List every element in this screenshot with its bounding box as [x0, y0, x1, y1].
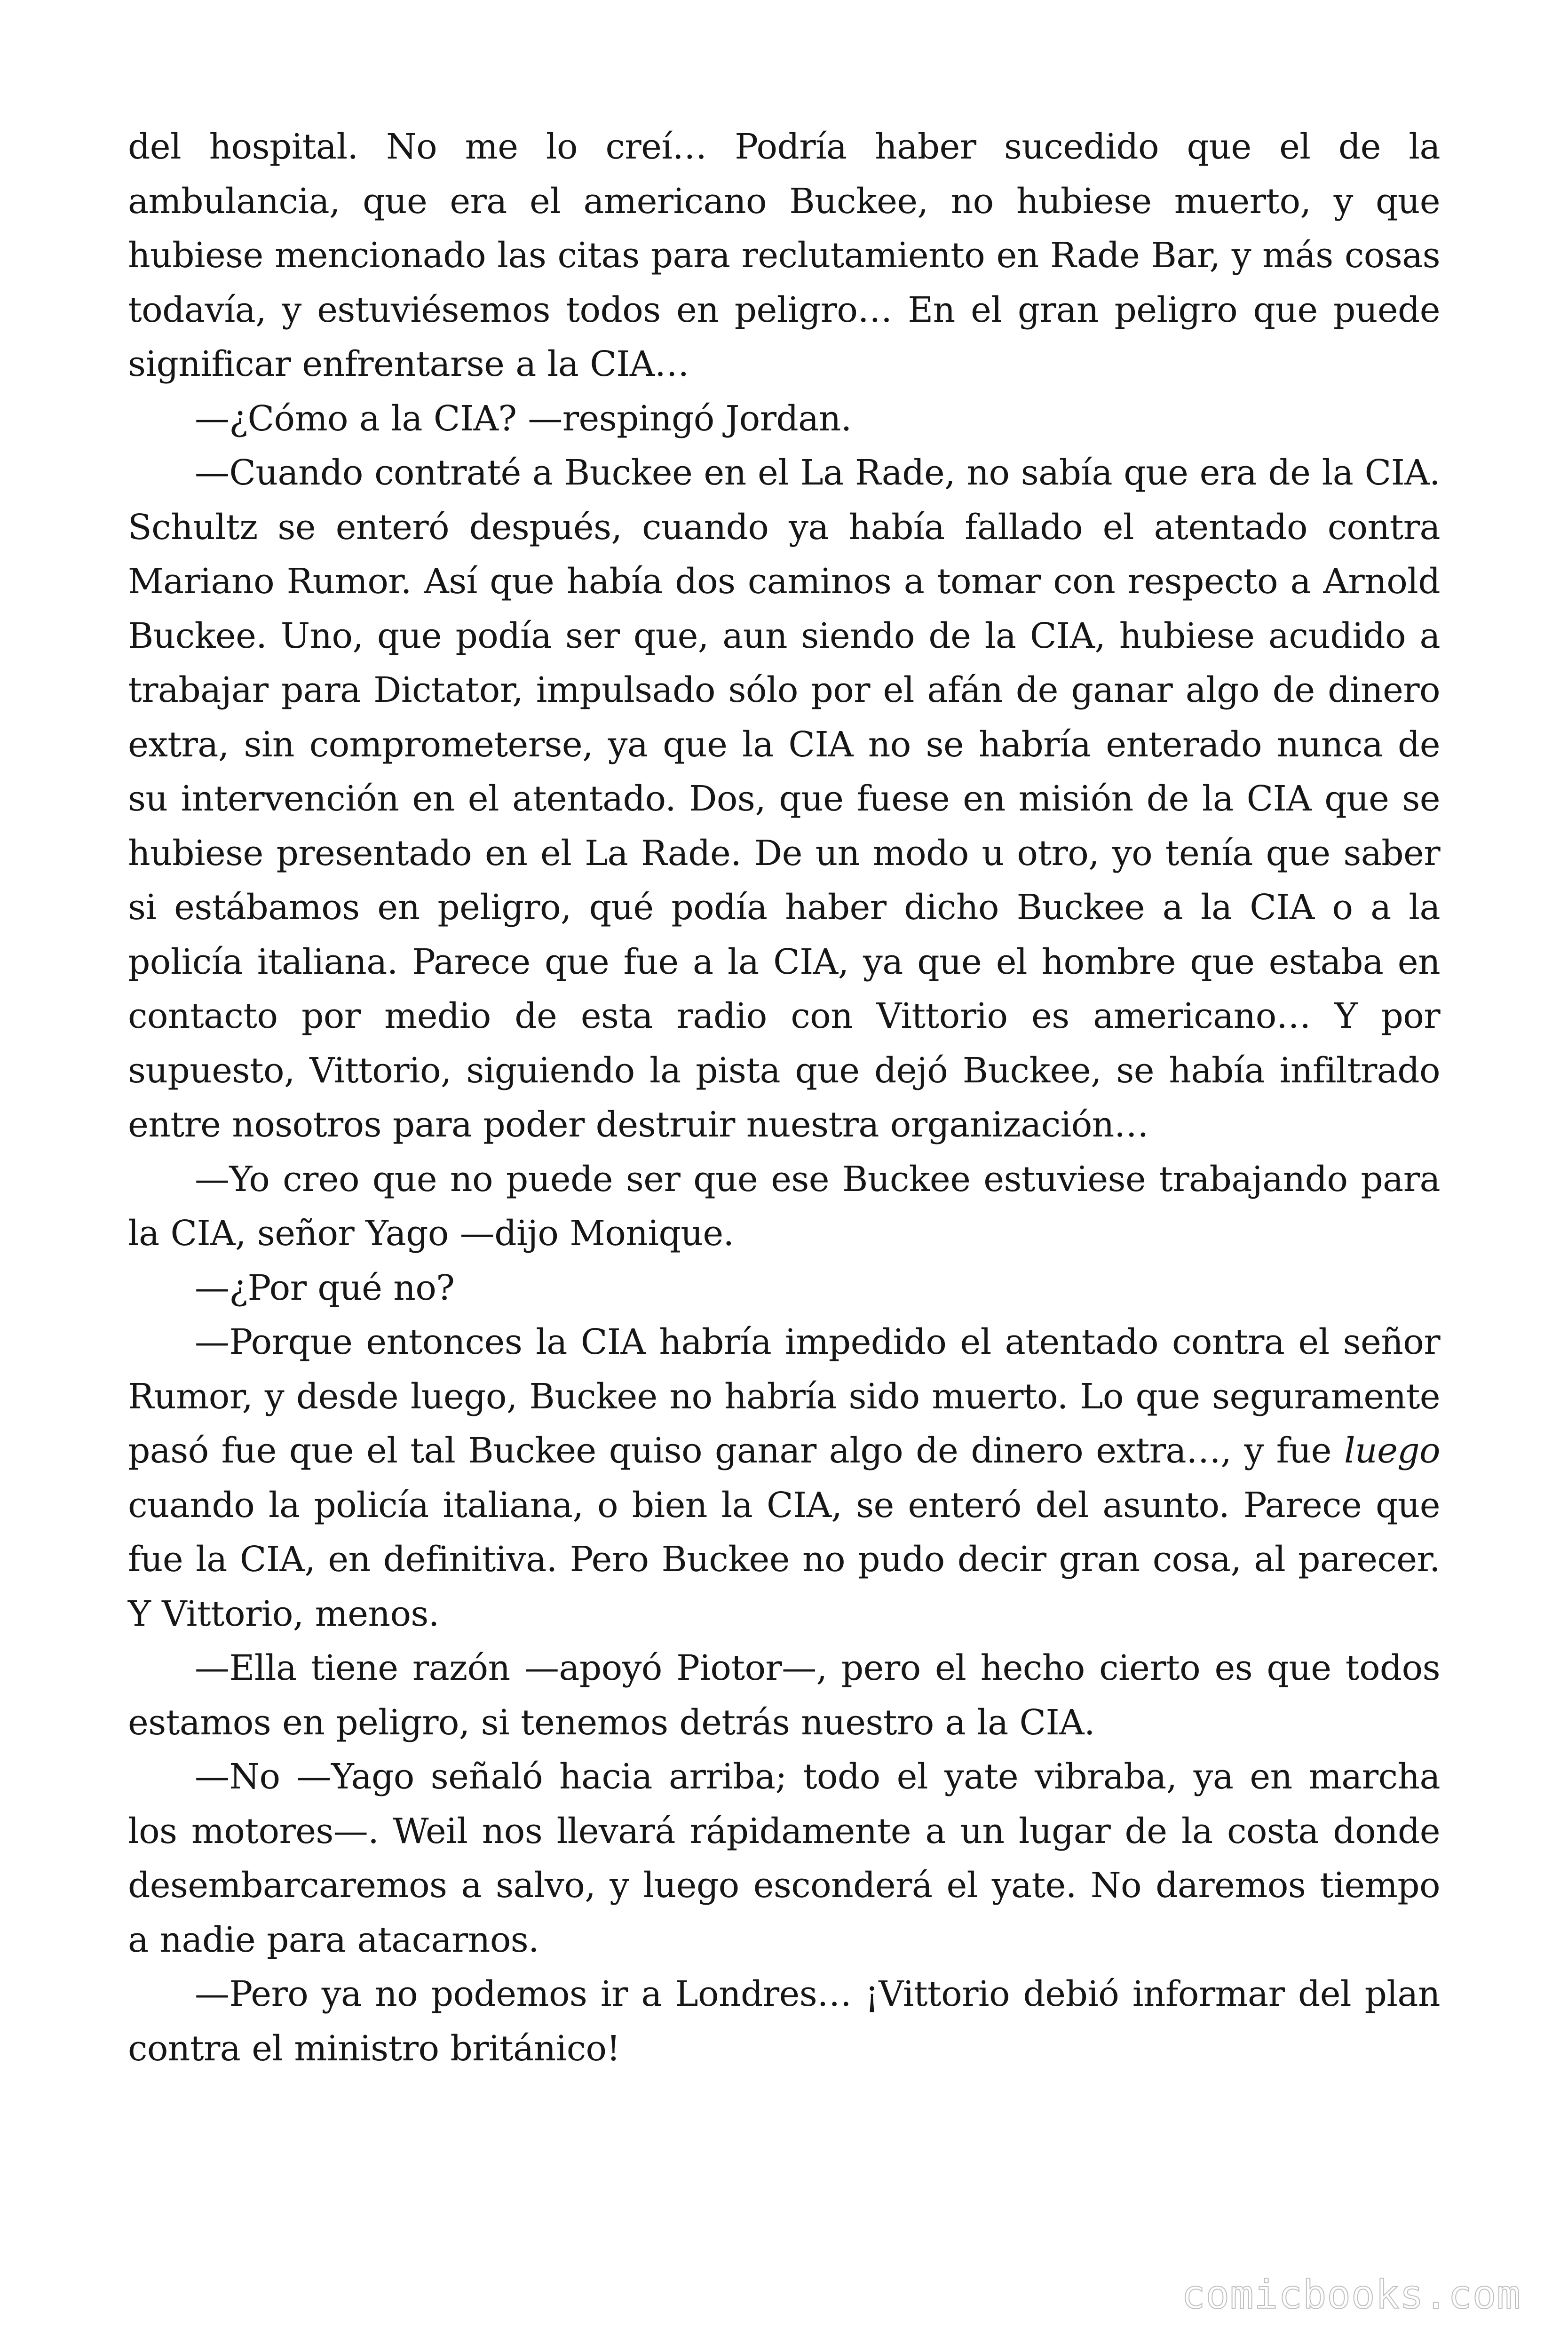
- paragraph-1: del hospital. No me lo creí… Podría haber sucedido que el de la ambulancia, que era el americano Buckee, no hubiese muerto, y que hubiese mencionado las citas para reclutamiento en Rade Bar, y más cosas todavía, y estuviésemos todos en peligro… En el gran peligro que puede significar enfrentarse a la CIA…: [128, 127, 1440, 384]
- italic-word: luego: [1344, 1430, 1440, 1471]
- paragraph-6: [128, 1315, 1440, 1641]
- paragraph-2: —¿Cómo a la CIA? —respingó Jordan.: [195, 398, 852, 439]
- body-text: [128, 120, 1440, 2076]
- paragraph-8: —No —Yago señaló hacia arriba; todo el yate vibraba, ya en marcha los motores—. Weil nos llevará rápidamente a un lugar de la costa donde desembarcaremos a salvo, y luego esconderá el yate. No daremos tiempo a nadie para atacarnos.: [128, 1756, 1440, 1960]
- paragraph-6-before: —Porque entonces la CIA habría impedido el atentado contra el señor Rumor, y desde luego, Buckee no habría sido muerto. Lo que seguramente pasó fue que el tal Buckee quiso ganar algo de dinero extra…, y fue: [128, 1322, 1440, 1471]
- watermark-logo: comicbooks.com: [1181, 2272, 1521, 2318]
- paragraph-3: —Cuando contraté a Buckee en el La Rade, no sabía que era de la CIA. Schultz se enteró después, cuando ya había fallado el atentado contra Mariano Rumor. Así que había dos caminos a tomar con respecto a Arnold Buckee. Uno, que podía ser que, aun siendo de la CIA, hubiese acudido a trabajar para Dictator, impulsado sólo por el afán de ganar algo de dinero extra, sin comprometerse, ya que la CIA no se habría enterado nunca de su intervención en el atentado. Dos, que fuese en misión de la CIA que se hubiese presentado en el La Rade. De un modo u otro, yo tenía que saber si estábamos en peligro, qué podía haber dicho Buckee a la CIA o a la policía italiana. Parece que fue a la CIA, ya que el hombre que estaba en contacto por medio de esta radio con Vittorio es americano… Y por supuesto, Vittorio, siguiendo la pista que dejó Buckee, se había infiltrado entre nosotros para poder destruir nuestra organización…: [128, 453, 1440, 1145]
- paragraph-5: —¿Por qué no?: [195, 1267, 455, 1308]
- paragraph-4: —Yo creo que no puede ser que ese Buckee estuviese trabajando para la CIA, señor Yago —dijo Monique.: [128, 1159, 1440, 1254]
- paragraph-9: —Pero ya no podemos ir a Londres… ¡Vittorio debió informar del plan contra el ministro británico!: [128, 1974, 1440, 2069]
- paragraph-6-after: cuando la policía italiana, o bien la CIA, se enteró del asunto. Parece que fue la CIA, en definitiva. Pero Buckee no pudo decir gran cosa, al parecer. Y Vittorio, menos.: [128, 1485, 1440, 1634]
- paragraph-7: —Ella tiene razón —apoyó Piotor—, pero el hecho cierto es que todos estamos en peligro, si tenemos detrás nuestro a la CIA.: [128, 1648, 1440, 1743]
